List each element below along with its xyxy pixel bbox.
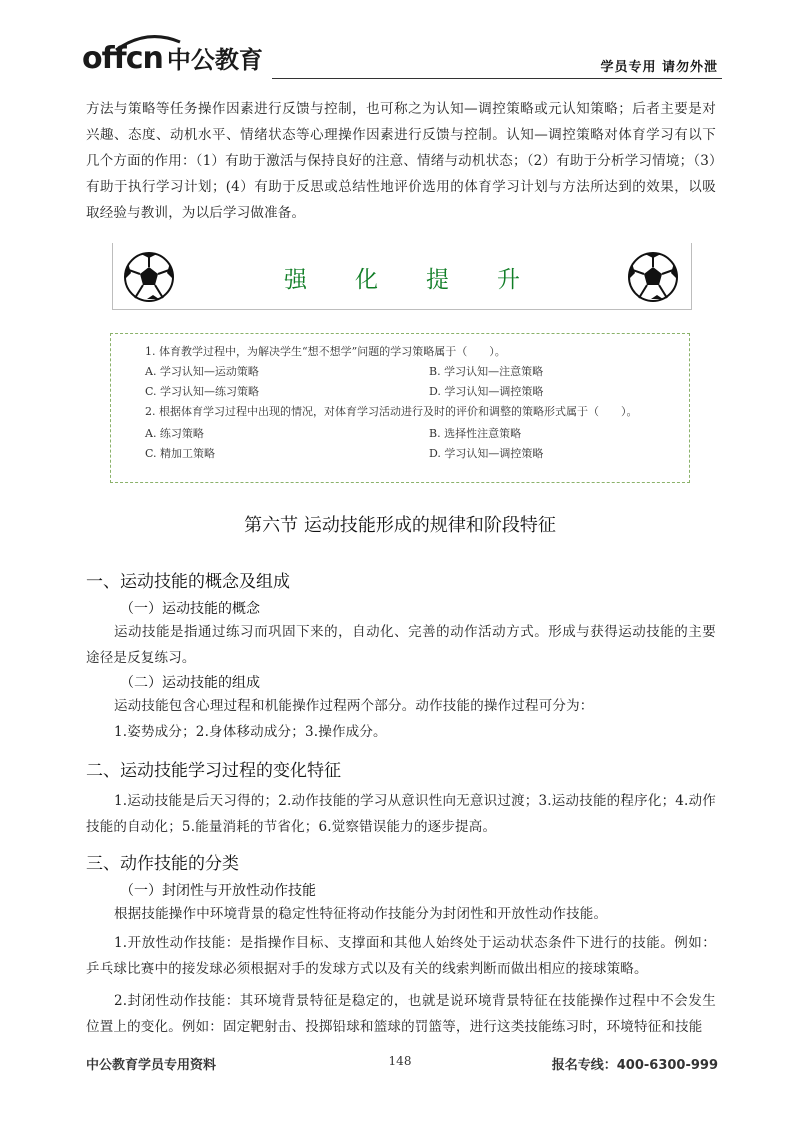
- question-1-option-c: C. 学习认知—练习策略: [145, 385, 260, 398]
- question-2-option-d: D. 学习认知—调控策略: [429, 447, 544, 460]
- question-1: 1. 体育教学过程中，为解决学生“想不想学”问题的学习策略属于（ ）。: [145, 345, 506, 358]
- soccer-ball-icon: [627, 251, 679, 303]
- paragraph-skill-definition: 运动技能是指通过练习而巩固下来的，自动化、完善的动作活动方式。形成与获得运动技能的主要途径是反复练习。: [86, 624, 716, 666]
- heading-1-skill-classification: 三、动作技能的分类: [86, 854, 239, 874]
- heading-2-skill-definition: （一）运动技能的概念: [120, 601, 260, 617]
- heading-1-skill-concept: 一、运动技能的概念及组成: [86, 572, 290, 592]
- reinforcement-banner: [112, 243, 692, 310]
- heading-1-learning-changes: 二、运动技能学习过程的变化特征: [86, 761, 341, 781]
- question-2-option-a: A. 练习策略: [145, 427, 204, 440]
- question-2-option-b: B. 选择性注意策略: [429, 427, 522, 440]
- question-2-option-c: C. 精加工策略: [145, 447, 216, 460]
- paragraph-skill-components: 运动技能包含心理过程和机能操作过程两个部分。动作技能的操作过程可分为：: [114, 698, 594, 714]
- intro-paragraph: 方法与策略等任务操作因素进行反馈与控制，也可称之为认知—调控策略或元认知策略；后者主要是对兴趣、态度、动机水平、情绪状态等心理操作因素进行反馈与控制。认知—调控策略对体育学习有以下几个方面的作用：（1）有助于激活与保持良好的注意、情绪与动机状态；（2）有助于分析学习情境；（3）有助于执行学习计划；(4）有助于反思或总结性地评价选用的体育学习计划与方法所达到的效果，以吸取经验与教训，为以后学习做准备。: [86, 101, 716, 221]
- logo-latin-text: offcn: [82, 41, 163, 76]
- footer-hotline: 报名专线：400-6300-999: [551, 1058, 718, 1073]
- header-confidential-label: 学员专用 请勿外泄: [600, 60, 718, 75]
- paragraph-learning-changes: 1.运动技能是后天习得的；2.动作技能的学习从意识性向无意识过渡；3.运动技能的程序化；4.动作技能的自动化；5.能量消耗的节省化；6.觉察错误能力的逐步提高。: [86, 793, 716, 835]
- paragraph-component-list: 1.姿势成分；2.身体移动成分；3.操作成分。: [114, 724, 387, 740]
- heading-2-skill-components: （二）运动技能的组成: [120, 675, 260, 691]
- paragraph-open-skills: 1.开放性动作技能：是指操作目标、支撑面和其他人始终处于运动状态条件下进行的技能。例如：乒乓球比赛中的接发球必须根据对手的发球方式以及有关的线索判断而做出相应的接球策略。: [86, 935, 716, 977]
- heading-2-open-closed-skills: （一）封闭性与开放性动作技能: [120, 883, 316, 899]
- header-divider: [272, 78, 722, 79]
- question-1-option-b: B. 学习认知—注意策略: [429, 365, 544, 378]
- practice-question-box: [110, 333, 690, 483]
- section-title: 第六节 运动技能形成的规律和阶段特征: [244, 515, 556, 536]
- banner-title: 强化提升: [284, 267, 568, 293]
- footer-material-label: 中公教育学员专用资料: [86, 1058, 217, 1073]
- question-2: 2. 根据体育学习过程中出现的情况，对体育学习活动进行及时的评价和调整的策略形式属于（ ）。: [145, 405, 638, 418]
- page-number: 148: [388, 1054, 412, 1068]
- paragraph-closed-skills: 2.封闭性动作技能：其环境背景特征是稳定的，也就是说环境背景特征在技能操作过程中不会发生位置上的变化。例如：固定靶射击、投掷铅球和篮球的罚篮等，进行这类技能练习时，环境特征和技能: [86, 993, 716, 1035]
- paragraph-classification-basis: 根据技能操作中环境背景的稳定性特征将动作技能分为封闭性和开放性动作技能。: [114, 906, 608, 922]
- logo-swoosh-icon: [112, 32, 182, 52]
- question-1-option-a: A. 学习认知—运动策略: [145, 365, 259, 378]
- question-1-option-d: D. 学习认知—调控策略: [429, 385, 544, 398]
- logo-chinese-text: 中公教育: [166, 46, 263, 74]
- page-header: [82, 34, 722, 80]
